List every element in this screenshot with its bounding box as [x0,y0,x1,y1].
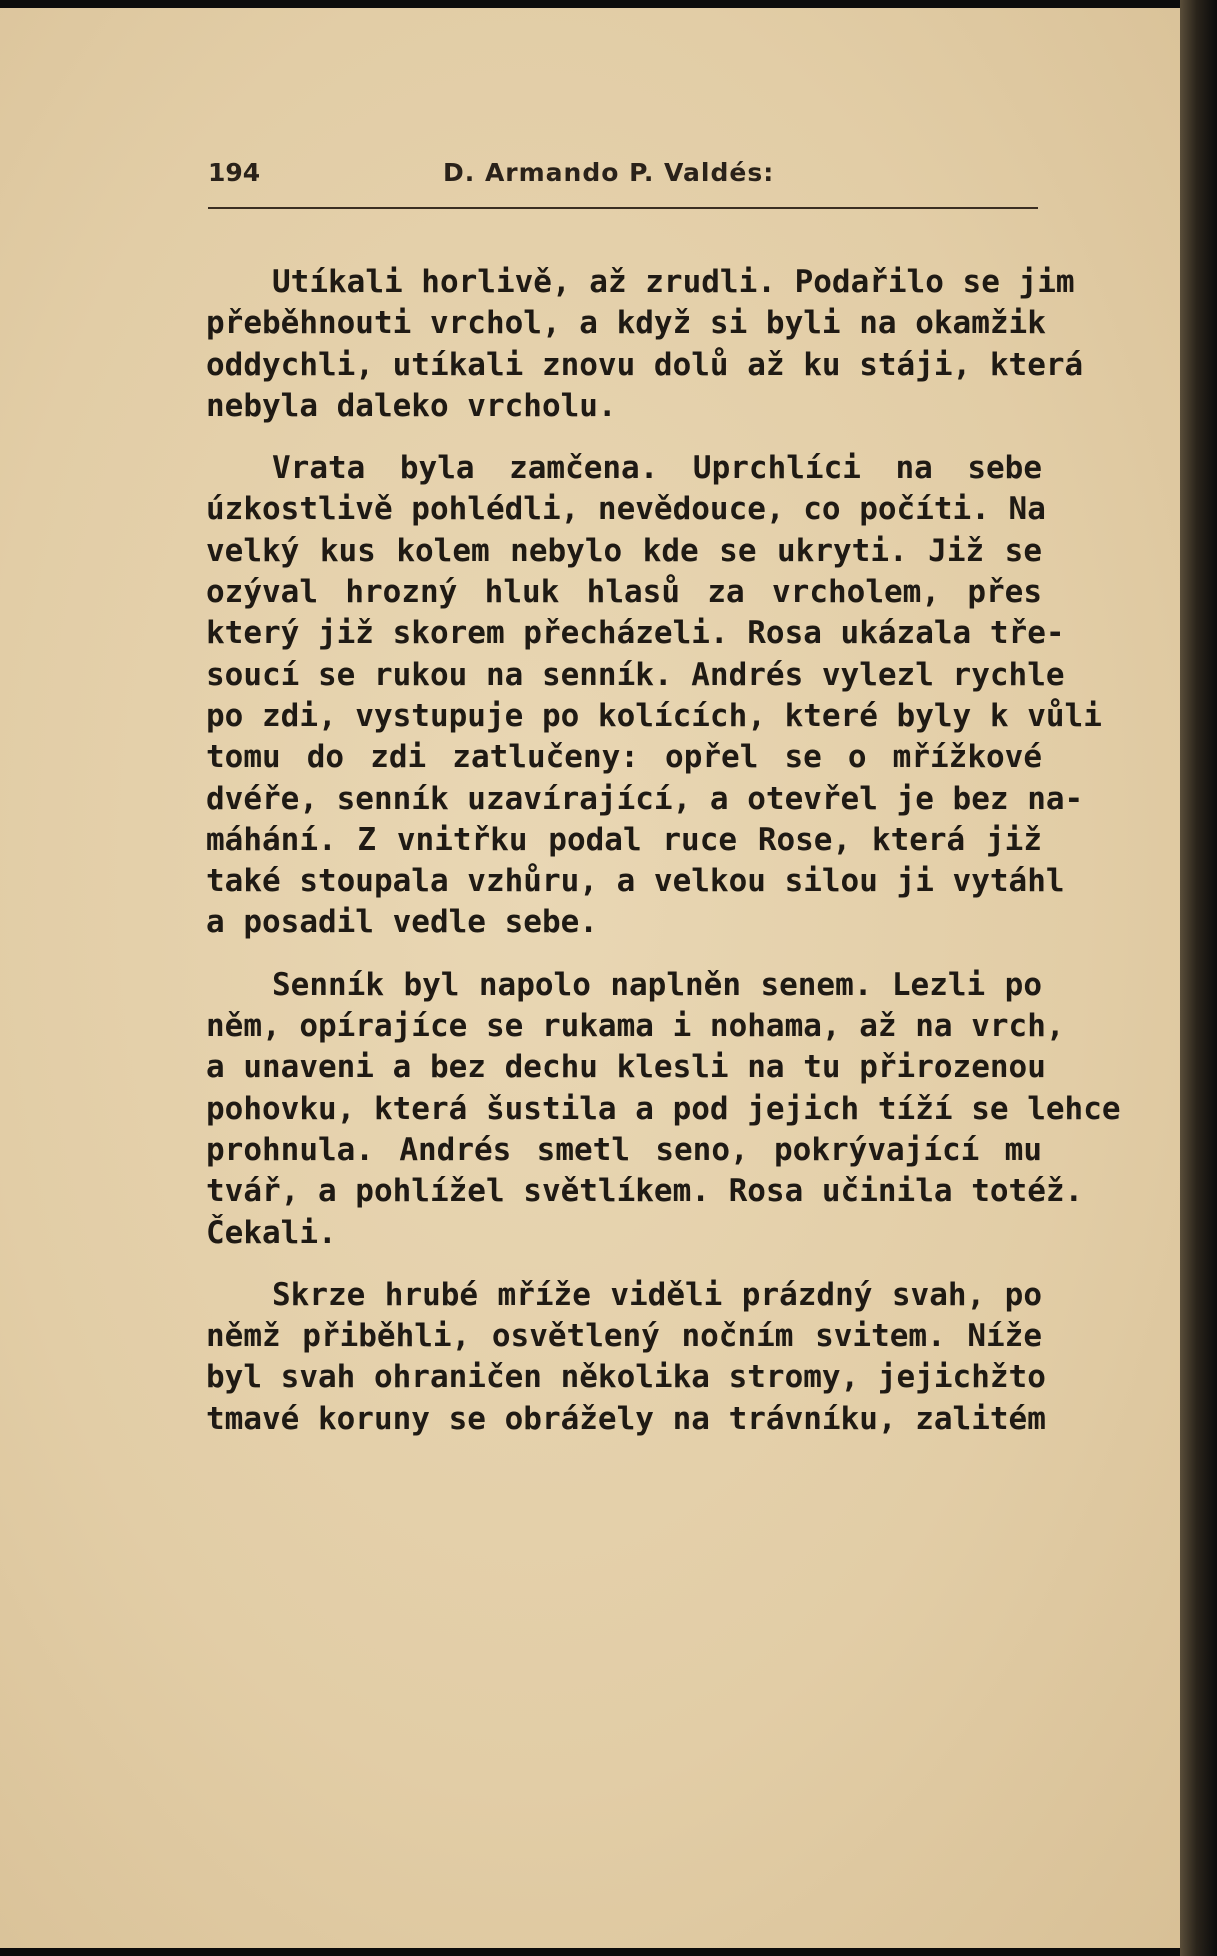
text-line: úzkostlivě pohlédli, nevědouce, co počíti. Na [206,491,1046,528]
text-line: Vrata byla zamčena. Uprchlíci na sebe [272,450,1042,487]
text-line: něm, opírajíce se rukama i nohama, až na vrch, [206,1008,1065,1045]
text-line: dvéře, senník uzavírající, a otevřel je bez na- [206,780,1084,817]
text-line: velký kus kolem nebylo kde se ukryti. Již se [206,532,1042,569]
running-head: D. Armando P. Valdés: [443,158,775,187]
page-edge-shadow [1180,0,1217,1956]
text-line: který již skorem přecházeli. Rosa ukázala tře- [206,615,1065,652]
text-line: Skrze hrubé mříže viděli prázdný svah, po [272,1276,1042,1313]
text-line: Senník byl napolo naplněn senem. Lezli po [272,966,1042,1003]
text-line: Utíkali horlivě, až zrudli. Podařilo se jim [272,264,1075,300]
page-number: 194 [208,158,261,187]
paragraph [206,448,1102,944]
paragraph [206,1275,1046,1440]
text-line: soucí se rukou na senník. Andrés vylezl rychle [206,656,1065,693]
text-line: pohovku, která šustila a pod jejich tíží se lehce [206,1090,1121,1127]
text-line: přeběhnouti vrchol, a když si byli na okamžik [206,305,1046,342]
text-line: oddychli, utíkali znovu dolů až ku stáji, která [206,346,1084,383]
text-line: máhání. Z vnitřku podal ruce Rose, která již [206,821,1042,858]
text-line: byl svah ohraničen několika stromy, jejichžto [206,1359,1046,1396]
text-line: a unaveni a bez dechu klesli na tu přirozenou [206,1049,1046,1086]
text-line: ozýval hrozný hluk hlasů za vrcholem, přes [206,574,1042,611]
body-text [206,262,1121,1461]
text-line: nebyla daleko vrcholu. [206,387,617,424]
header-rule [208,207,1038,209]
text-line: prohnula. Andrés smetl seno, pokrývající mu [206,1131,1042,1168]
text-line: Čekali. [206,1214,337,1251]
text-line: také stoupala vzhůru, a velkou silou ji vytáhl [206,863,1065,900]
text-line: tvář, a pohlížel světlíkem. Rosa učinila totéž. [206,1173,1084,1210]
paragraph [206,262,1084,427]
text-line: a posadil vedle sebe. [206,904,598,941]
text-line: po zdi, vystupuje po kolících, které byly k vůli [206,697,1102,734]
text-line: tomu do zdi zatlučeny: opřel se o mřížkové [206,739,1042,776]
paragraph [206,965,1121,1254]
text-line: tmavé koruny se obrážely na trávníku, zalitém [206,1400,1046,1437]
page-header [208,158,1038,198]
text-line: němž přiběhli, osvětlený nočním svitem. Níže [206,1318,1042,1355]
